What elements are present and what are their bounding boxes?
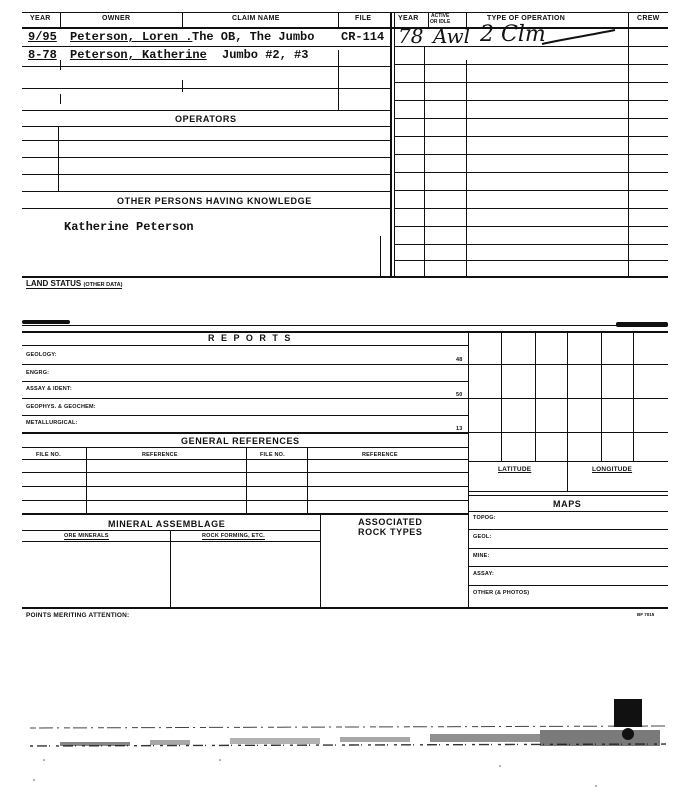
header-crew: CREW [637, 15, 660, 22]
divider [424, 46, 425, 276]
owner-row-2-claim: Jumbo #2, #3 [222, 48, 309, 62]
header-active-or-idle: ACTIVE OR IDLE [430, 13, 451, 25]
row-line [22, 432, 468, 434]
divider [338, 50, 339, 110]
row-line [394, 190, 668, 191]
row-line [22, 157, 390, 158]
row-line [394, 118, 668, 119]
row-line [22, 364, 468, 365]
block-divider [390, 12, 392, 276]
divider [58, 126, 59, 191]
row-line [22, 381, 468, 382]
row-line [22, 66, 390, 67]
report-label-engrg: ENGRG: [26, 370, 50, 376]
divider [628, 27, 629, 276]
owner-row-1-file: CR-114 [341, 30, 385, 44]
operators-heading: OPERATORS [175, 114, 237, 124]
points-meriting-attention: POINTS MERITING ATTENTION: [26, 612, 130, 619]
divider [182, 12, 183, 27]
report-label-metallurgical: METALLURGICAL: [26, 420, 78, 426]
grid-line [633, 331, 634, 461]
report-label-geology: GEOLOGY: [26, 352, 57, 358]
row-line [394, 226, 668, 227]
row-line [394, 154, 668, 155]
row-line [22, 447, 468, 448]
divider [170, 530, 171, 607]
mineral-header-ore: ORE MINERALS [64, 533, 109, 539]
report-num-assay: 50 [456, 392, 463, 398]
header-file: FILE [355, 15, 372, 22]
row-line [22, 174, 390, 175]
activity-status: Awl [433, 24, 471, 48]
activity-year: 78 [398, 24, 424, 48]
top-border [22, 12, 668, 13]
maps-topog: TOPOG: [473, 515, 496, 521]
grid-line [468, 432, 668, 433]
row-line [22, 530, 320, 531]
activity-operation: 2 Clm [480, 22, 546, 47]
report-label-assay: ASSAY & IDENT: [26, 386, 72, 392]
row-line [22, 140, 390, 141]
handwriting-stroke [540, 28, 620, 48]
grid-line [468, 461, 668, 462]
row-line [22, 208, 390, 209]
header-type-of-operation: TYPE OF OPERATION [487, 15, 566, 22]
row-line [394, 64, 668, 65]
owner-row-1-owner: Peterson, Loren . [70, 30, 193, 44]
header-year: YEAR [30, 15, 51, 22]
report-label-geophys: GEOPHYS. & GEOCHEM: [26, 404, 96, 410]
owner-row-2-owner: Peterson, Katherine [70, 48, 207, 62]
report-num-geology: 48 [456, 357, 463, 363]
row-line [394, 244, 668, 245]
divider [380, 236, 381, 276]
row-line [22, 126, 390, 127]
row-line [22, 486, 468, 487]
other-persons-heading: OTHER PERSONS HAVING KNOWLEDGE [117, 196, 312, 206]
row-line [394, 136, 668, 137]
other-person-1: Katherine Peterson [64, 220, 194, 234]
longitude-label: LONGITUDE [592, 466, 633, 473]
maps-mine: MINE: [473, 553, 490, 559]
divider [428, 12, 429, 27]
row-line [22, 345, 468, 346]
row-line [468, 529, 668, 530]
block-divider-inner [394, 12, 395, 276]
row-line [468, 511, 668, 512]
owner-row-1-claim: The OB, The Jumbo [192, 30, 315, 44]
scan-noise-artifact [0, 690, 678, 800]
section-bottom [22, 607, 668, 609]
row-line [22, 88, 390, 89]
ink-mark [22, 320, 70, 324]
row-line [22, 46, 390, 47]
header-owner: OWNER [102, 15, 131, 22]
owner-row-1-year: 9/95 [28, 30, 57, 44]
maps-other: OTHER (& PHOTOS) [473, 590, 530, 596]
divider [338, 12, 339, 27]
divider [60, 12, 61, 27]
grid-line [601, 331, 602, 461]
maps-heading: MAPS [553, 499, 582, 509]
maps-geol: GEOL: [473, 534, 492, 540]
land-status-title: LAND STATUS [26, 279, 82, 288]
row-line [394, 260, 668, 261]
report-num-metallurgical: 13 [456, 426, 463, 432]
general-references-heading: GENERAL REFERENCES [181, 436, 300, 446]
row-line [22, 500, 468, 501]
row-line [22, 513, 468, 515]
grid-line [468, 364, 668, 365]
grid-line [535, 331, 536, 461]
grid-line [501, 331, 502, 461]
ref-header-file-no-1: FILE NO. [36, 452, 61, 458]
row-line [394, 172, 668, 173]
header-year-2: YEAR [398, 15, 419, 22]
row-line [22, 398, 468, 399]
ref-header-reference-1: REFERENCE [142, 452, 178, 458]
row-line [22, 541, 320, 542]
grid-line [468, 398, 668, 399]
row-line [394, 208, 668, 209]
row-line [22, 110, 390, 111]
row-line [22, 472, 468, 473]
associated-rock-types-heading: ASSOCIATED ROCK TYPES [358, 517, 423, 537]
form-number: BF 7015 [637, 612, 655, 617]
row-line [468, 566, 668, 567]
row-line [22, 415, 468, 416]
row-line [22, 191, 390, 192]
divider [182, 80, 183, 92]
row-line [394, 82, 668, 83]
row-line [394, 46, 668, 47]
section-rule [22, 331, 668, 333]
owner-row-2-year: 8-78 [28, 48, 57, 62]
land-status-note: (OTHER DATA) [83, 282, 123, 288]
land-status-label [26, 279, 122, 289]
row-line [468, 495, 668, 496]
latitude-label: LATITUDE [498, 466, 532, 473]
row-line [468, 548, 668, 549]
reports-heading: R E P O R T S [208, 333, 293, 343]
row-line [394, 100, 668, 101]
row-line [468, 585, 668, 586]
divider [60, 94, 61, 104]
divider [628, 12, 629, 27]
divider [246, 447, 247, 513]
divider [307, 447, 308, 513]
mineral-header-rock-forming: ROCK FORMING, ETC. [202, 533, 265, 539]
ref-header-file-no-2: FILE NO. [260, 452, 285, 458]
grid-line [567, 331, 568, 491]
divider [60, 60, 61, 70]
row-line [22, 459, 468, 460]
divider [466, 60, 467, 276]
divider [86, 447, 87, 513]
top-section-bottom [22, 276, 668, 278]
divider [320, 513, 321, 607]
row-line [468, 491, 668, 492]
maps-assay: ASSAY: [473, 571, 495, 577]
header-claim-name: CLAIM NAME [232, 15, 280, 22]
ref-header-reference-2: REFERENCE [362, 452, 398, 458]
section-rule [22, 325, 668, 326]
mineral-assemblage-heading: MINERAL ASSEMBLAGE [108, 519, 226, 529]
